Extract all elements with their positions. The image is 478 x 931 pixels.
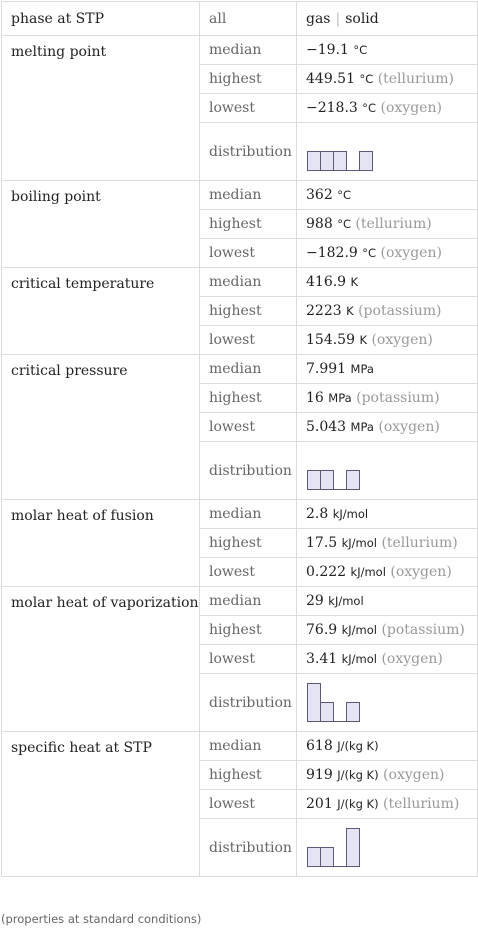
- stat-value: 449.51 °C (tellurium): [297, 65, 478, 94]
- histogram-bar: [347, 828, 360, 866]
- distribution-chart-cell: [297, 819, 478, 877]
- stat-label: distribution: [200, 123, 297, 181]
- stat-label: highest: [200, 529, 297, 558]
- histogram-bar: [308, 847, 321, 866]
- stat-label: lowest: [200, 645, 297, 674]
- stat-label: median: [200, 181, 297, 210]
- stat-label: distribution: [200, 442, 297, 500]
- stat-value: −19.1 °C: [297, 36, 478, 65]
- element-note: (potassium): [356, 390, 440, 406]
- distribution-histogram: [306, 131, 386, 173]
- stat-label: lowest: [200, 558, 297, 587]
- stat-value: 0.222 kJ/mol (oxygen): [297, 558, 478, 587]
- property-label: melting point: [2, 36, 200, 181]
- element-note: (tellurium): [381, 535, 458, 551]
- distribution-histogram: [306, 827, 386, 869]
- stat-label: lowest: [200, 413, 297, 442]
- stat-value: 2.8 kJ/mol: [297, 500, 478, 529]
- stat-value: 3.41 kJ/mol (oxygen): [297, 645, 478, 674]
- stat-value: 201 J/(kg K) (tellurium): [297, 790, 478, 819]
- footer-note: (properties at standard conditions): [1, 912, 202, 926]
- element-note: (potassium): [381, 622, 465, 638]
- phase-gas: gas: [306, 10, 331, 27]
- histogram-bar: [321, 702, 334, 721]
- table-row: [2, 181, 478, 210]
- element-note: (tellurium): [355, 216, 432, 232]
- table-row: [2, 355, 478, 384]
- phase-solid: solid: [345, 10, 379, 27]
- property-label: molar heat of vaporization: [2, 587, 200, 732]
- stat-label: highest: [200, 384, 297, 413]
- stat-label: median: [200, 732, 297, 761]
- element-note: (tellurium): [383, 796, 460, 812]
- element-note: (potassium): [358, 303, 442, 319]
- stat-value: 16 MPa (potassium): [297, 384, 478, 413]
- stat-value: 2223 K (potassium): [297, 297, 478, 326]
- table-row: [2, 500, 478, 529]
- histogram-bar: [347, 702, 360, 721]
- stat-value: 618 J/(kg K): [297, 732, 478, 761]
- header-row: [2, 2, 478, 36]
- property-label: critical temperature: [2, 268, 200, 355]
- stat-label: median: [200, 355, 297, 384]
- stat-label: median: [200, 500, 297, 529]
- header-phases: [297, 2, 478, 36]
- table-row: [2, 587, 478, 616]
- stat-value: 76.9 kJ/mol (potassium): [297, 616, 478, 645]
- property-label: molar heat of fusion: [2, 500, 200, 587]
- table-row: [2, 36, 478, 65]
- element-note: (oxygen): [378, 419, 440, 435]
- stat-value: −218.3 °C (oxygen): [297, 94, 478, 123]
- stat-label: distribution: [200, 674, 297, 732]
- distribution-chart-cell: [297, 123, 478, 181]
- stat-label: lowest: [200, 94, 297, 123]
- element-note: (oxygen): [380, 100, 442, 116]
- stat-label: highest: [200, 210, 297, 239]
- stat-value: 5.043 MPa (oxygen): [297, 413, 478, 442]
- stat-value: 17.5 kJ/mol (tellurium): [297, 529, 478, 558]
- distribution-chart-cell: [297, 442, 478, 500]
- stat-label: lowest: [200, 790, 297, 819]
- histogram-bar: [321, 847, 334, 866]
- distribution-histogram: [306, 682, 386, 724]
- stat-label: highest: [200, 65, 297, 94]
- histogram-bar: [321, 470, 334, 489]
- stat-label: median: [200, 268, 297, 297]
- stat-value: 7.991 MPa: [297, 355, 478, 384]
- property-label: boiling point: [2, 181, 200, 268]
- stat-label: highest: [200, 297, 297, 326]
- stat-value: 154.59 K (oxygen): [297, 326, 478, 355]
- stat-label: highest: [200, 616, 297, 645]
- stat-value: −182.9 °C (oxygen): [297, 239, 478, 268]
- property-label: critical pressure: [2, 355, 200, 500]
- stat-label: median: [200, 587, 297, 616]
- stat-label: lowest: [200, 239, 297, 268]
- stat-value: 362 °C: [297, 181, 478, 210]
- stat-value: 988 °C (tellurium): [297, 210, 478, 239]
- table-row: [2, 732, 478, 761]
- histogram-bar: [308, 683, 321, 721]
- stat-label: lowest: [200, 326, 297, 355]
- element-note: (tellurium): [377, 71, 454, 87]
- distribution-chart-cell: [297, 674, 478, 732]
- stat-label: median: [200, 36, 297, 65]
- stat-value: 416.9 K: [297, 268, 478, 297]
- element-note: (oxygen): [390, 564, 452, 580]
- element-note: (oxygen): [381, 651, 443, 667]
- histogram-bar: [347, 470, 360, 489]
- property-label: specific heat at STP: [2, 732, 200, 877]
- distribution-histogram: [306, 450, 386, 492]
- histogram-bar: [308, 151, 321, 170]
- histogram-bar: [334, 151, 347, 170]
- stat-value: 919 J/(kg K) (oxygen): [297, 761, 478, 790]
- element-note: (oxygen): [383, 767, 445, 783]
- stat-label: distribution: [200, 819, 297, 877]
- histogram-bar: [360, 151, 373, 170]
- histogram-bar: [308, 470, 321, 489]
- stat-value: 29 kJ/mol: [297, 587, 478, 616]
- phase-separator: |: [335, 10, 341, 27]
- histogram-bar: [321, 151, 334, 170]
- element-note: (oxygen): [380, 245, 442, 261]
- table-row: [2, 268, 478, 297]
- properties-table: [1, 1, 478, 877]
- header-scope: all: [200, 2, 297, 36]
- header-label: phase at STP: [2, 2, 200, 36]
- element-note: (oxygen): [371, 332, 433, 348]
- stat-label: highest: [200, 761, 297, 790]
